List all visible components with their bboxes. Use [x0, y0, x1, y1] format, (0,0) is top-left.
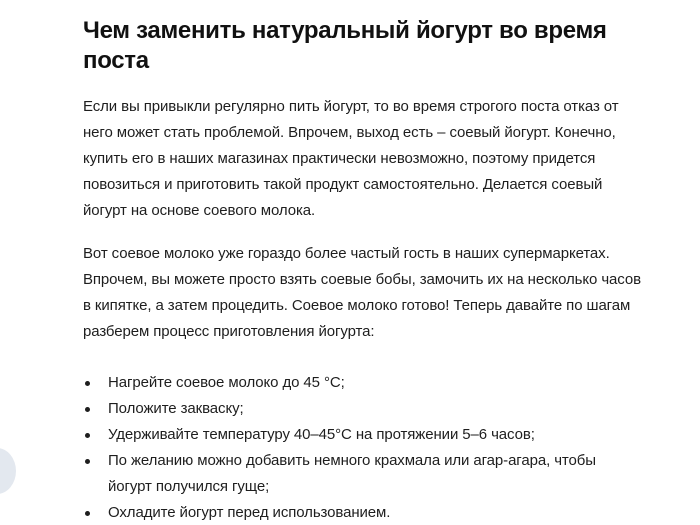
- list-item: [83, 500, 643, 525]
- list-item: [83, 396, 643, 422]
- list-item: [83, 448, 643, 500]
- bullet-icon: [85, 407, 90, 412]
- list-item-text: По желанию можно добавить немного крахмала или агар-агара, чтобы йогурт получился гуще;: [108, 452, 596, 495]
- list-item: [83, 370, 643, 396]
- bullet-icon: [85, 381, 90, 386]
- list-item-text: Удерживайте температуру 40–45°С на протяжении 5–6 часов;: [108, 426, 535, 443]
- bullet-icon: [85, 459, 90, 464]
- article-section: [83, 16, 643, 525]
- bullet-icon: [85, 511, 90, 516]
- bullet-icon: [85, 433, 90, 438]
- list-item-text: Нагрейте соевое молоко до 45 °С;: [108, 374, 345, 391]
- article-heading: Чем заменить натуральный йогурт во время поста: [83, 17, 607, 74]
- article-paragraph-2: Вот соевое молоко уже гораздо более частый гость в наших супермаркетах. Впрочем, вы можете просто взять соевые бобы, замочить их на несколько часов в кипятке, а затем процедить. Соевое молоко готово! Теперь давайте по шагам разберем процесс приготовления йогурта:: [83, 245, 641, 340]
- list-item: [83, 422, 643, 448]
- steps-list: [83, 370, 643, 525]
- floating-action-circle[interactable]: [0, 448, 16, 494]
- article-paragraph-1: Если вы привыкли регулярно пить йогурт, то во время строгого поста отказ от него может стать проблемой. Впрочем, выход есть – соевый йогурт. Конечно, купить его в наших магазинах практически невозможно, поэтому придется повозиться и приготовить такой продукт самостоятельно. Делается соевый йогурт на основе соевого молока.: [83, 98, 619, 219]
- list-item-text: Охладите йогурт перед использованием.: [108, 504, 391, 521]
- list-item-text: Положите закваску;: [108, 400, 244, 417]
